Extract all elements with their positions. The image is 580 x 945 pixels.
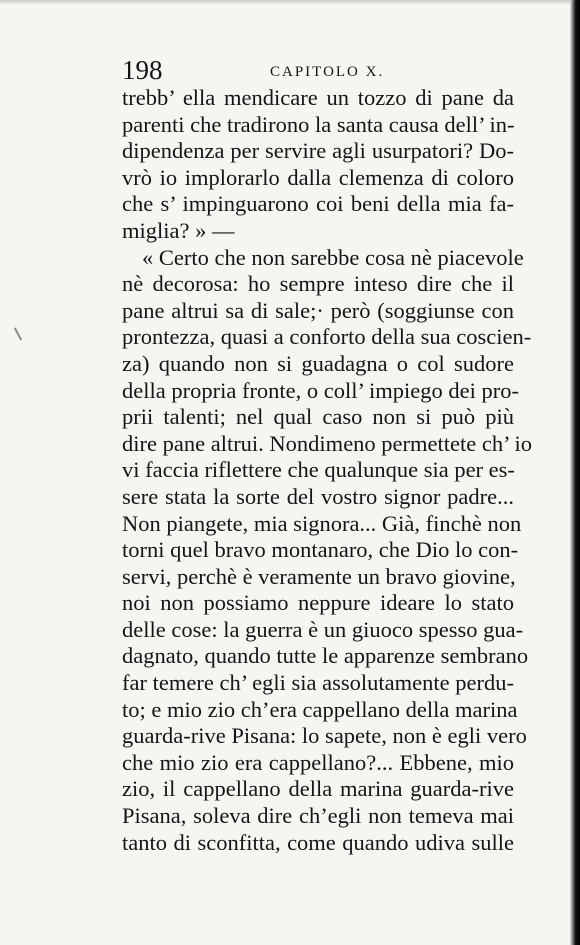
page-right-edge [570, 0, 580, 945]
text-line: miglia? » — [122, 217, 235, 243]
margin-mark [14, 327, 22, 340]
text-line: far temere ch’ egli sia assolutamente perdu- [122, 670, 514, 696]
text-line: dire pane altrui. Nondimeno permettete ch’ io [122, 430, 533, 456]
text-line: che mio zio era cappellano?... Ebbene, mio [122, 749, 514, 775]
text-line: guarda-rive Pisana: lo sapete, non è egli vero [122, 723, 527, 749]
text-line: della propria fronte, o coll’ impiego dei pro- [122, 377, 519, 403]
text-line: Non piangete, mia signora... Già, finchè non [122, 510, 522, 536]
text-line: prontezza, quasi a conforto della sua coscien- [122, 324, 532, 350]
text-line: zio, il cappellano della marina guarda-rive [122, 776, 514, 802]
text-line: torni quel bravo montanaro, che Dio lo con- [122, 537, 519, 563]
text-line: vrò io implorarlo dalla clemenza di coloro [122, 164, 514, 190]
text-line: za) quando non si guadagna o col sudore [122, 350, 514, 376]
text-line: pane altrui sa di sale;· però (soggiunse con [122, 297, 514, 323]
page-header [122, 52, 514, 88]
text-line: trebb’ ella mendicare un tozzo di pane da [122, 85, 514, 110]
running-head: CAPITOLO X. [270, 64, 385, 80]
text-line: to; e mio zio ch’era cappellano della marina [122, 696, 518, 722]
text-line: dagnato, quando tutte le apparenze sembrano [122, 643, 529, 669]
body-text [122, 85, 533, 856]
text-line: parenti che tradirono la santa causa dell’ in- [122, 111, 515, 137]
text-line: Pisana, soleva dire ch’egli non temeva mai [122, 803, 514, 829]
text-line: noi non possiamo neppure ideare lo stato [122, 590, 514, 616]
text-line: tanto di sconfitta, come quando udiva sulle [122, 829, 514, 855]
text-line: delle cose: la guerra è un giuoco spesso gua- [122, 616, 524, 642]
text-line: vi faccia riflettere che qualunque sia per es- [122, 457, 515, 483]
text-line: « Certo che non sarebbe cosa nè piacevole [142, 244, 524, 270]
text-line: nè decorosa: ho sempre inteso dire che il [122, 271, 514, 297]
text-line: che s’ impinguarono coi beni della mia fa- [122, 191, 514, 217]
text-line: dipendenza per servire agli usurpatori? Do- [122, 138, 514, 164]
text-line: sere stata la sorte del vostro signor padre... [122, 483, 514, 509]
text-line: prii talenti; nel qual caso non si può più [122, 404, 514, 430]
page-number: 198 [122, 55, 163, 85]
page-top-shadow [0, 0, 580, 5]
text-line: servi, perchè è veramente un bravo giovine, [122, 563, 516, 589]
